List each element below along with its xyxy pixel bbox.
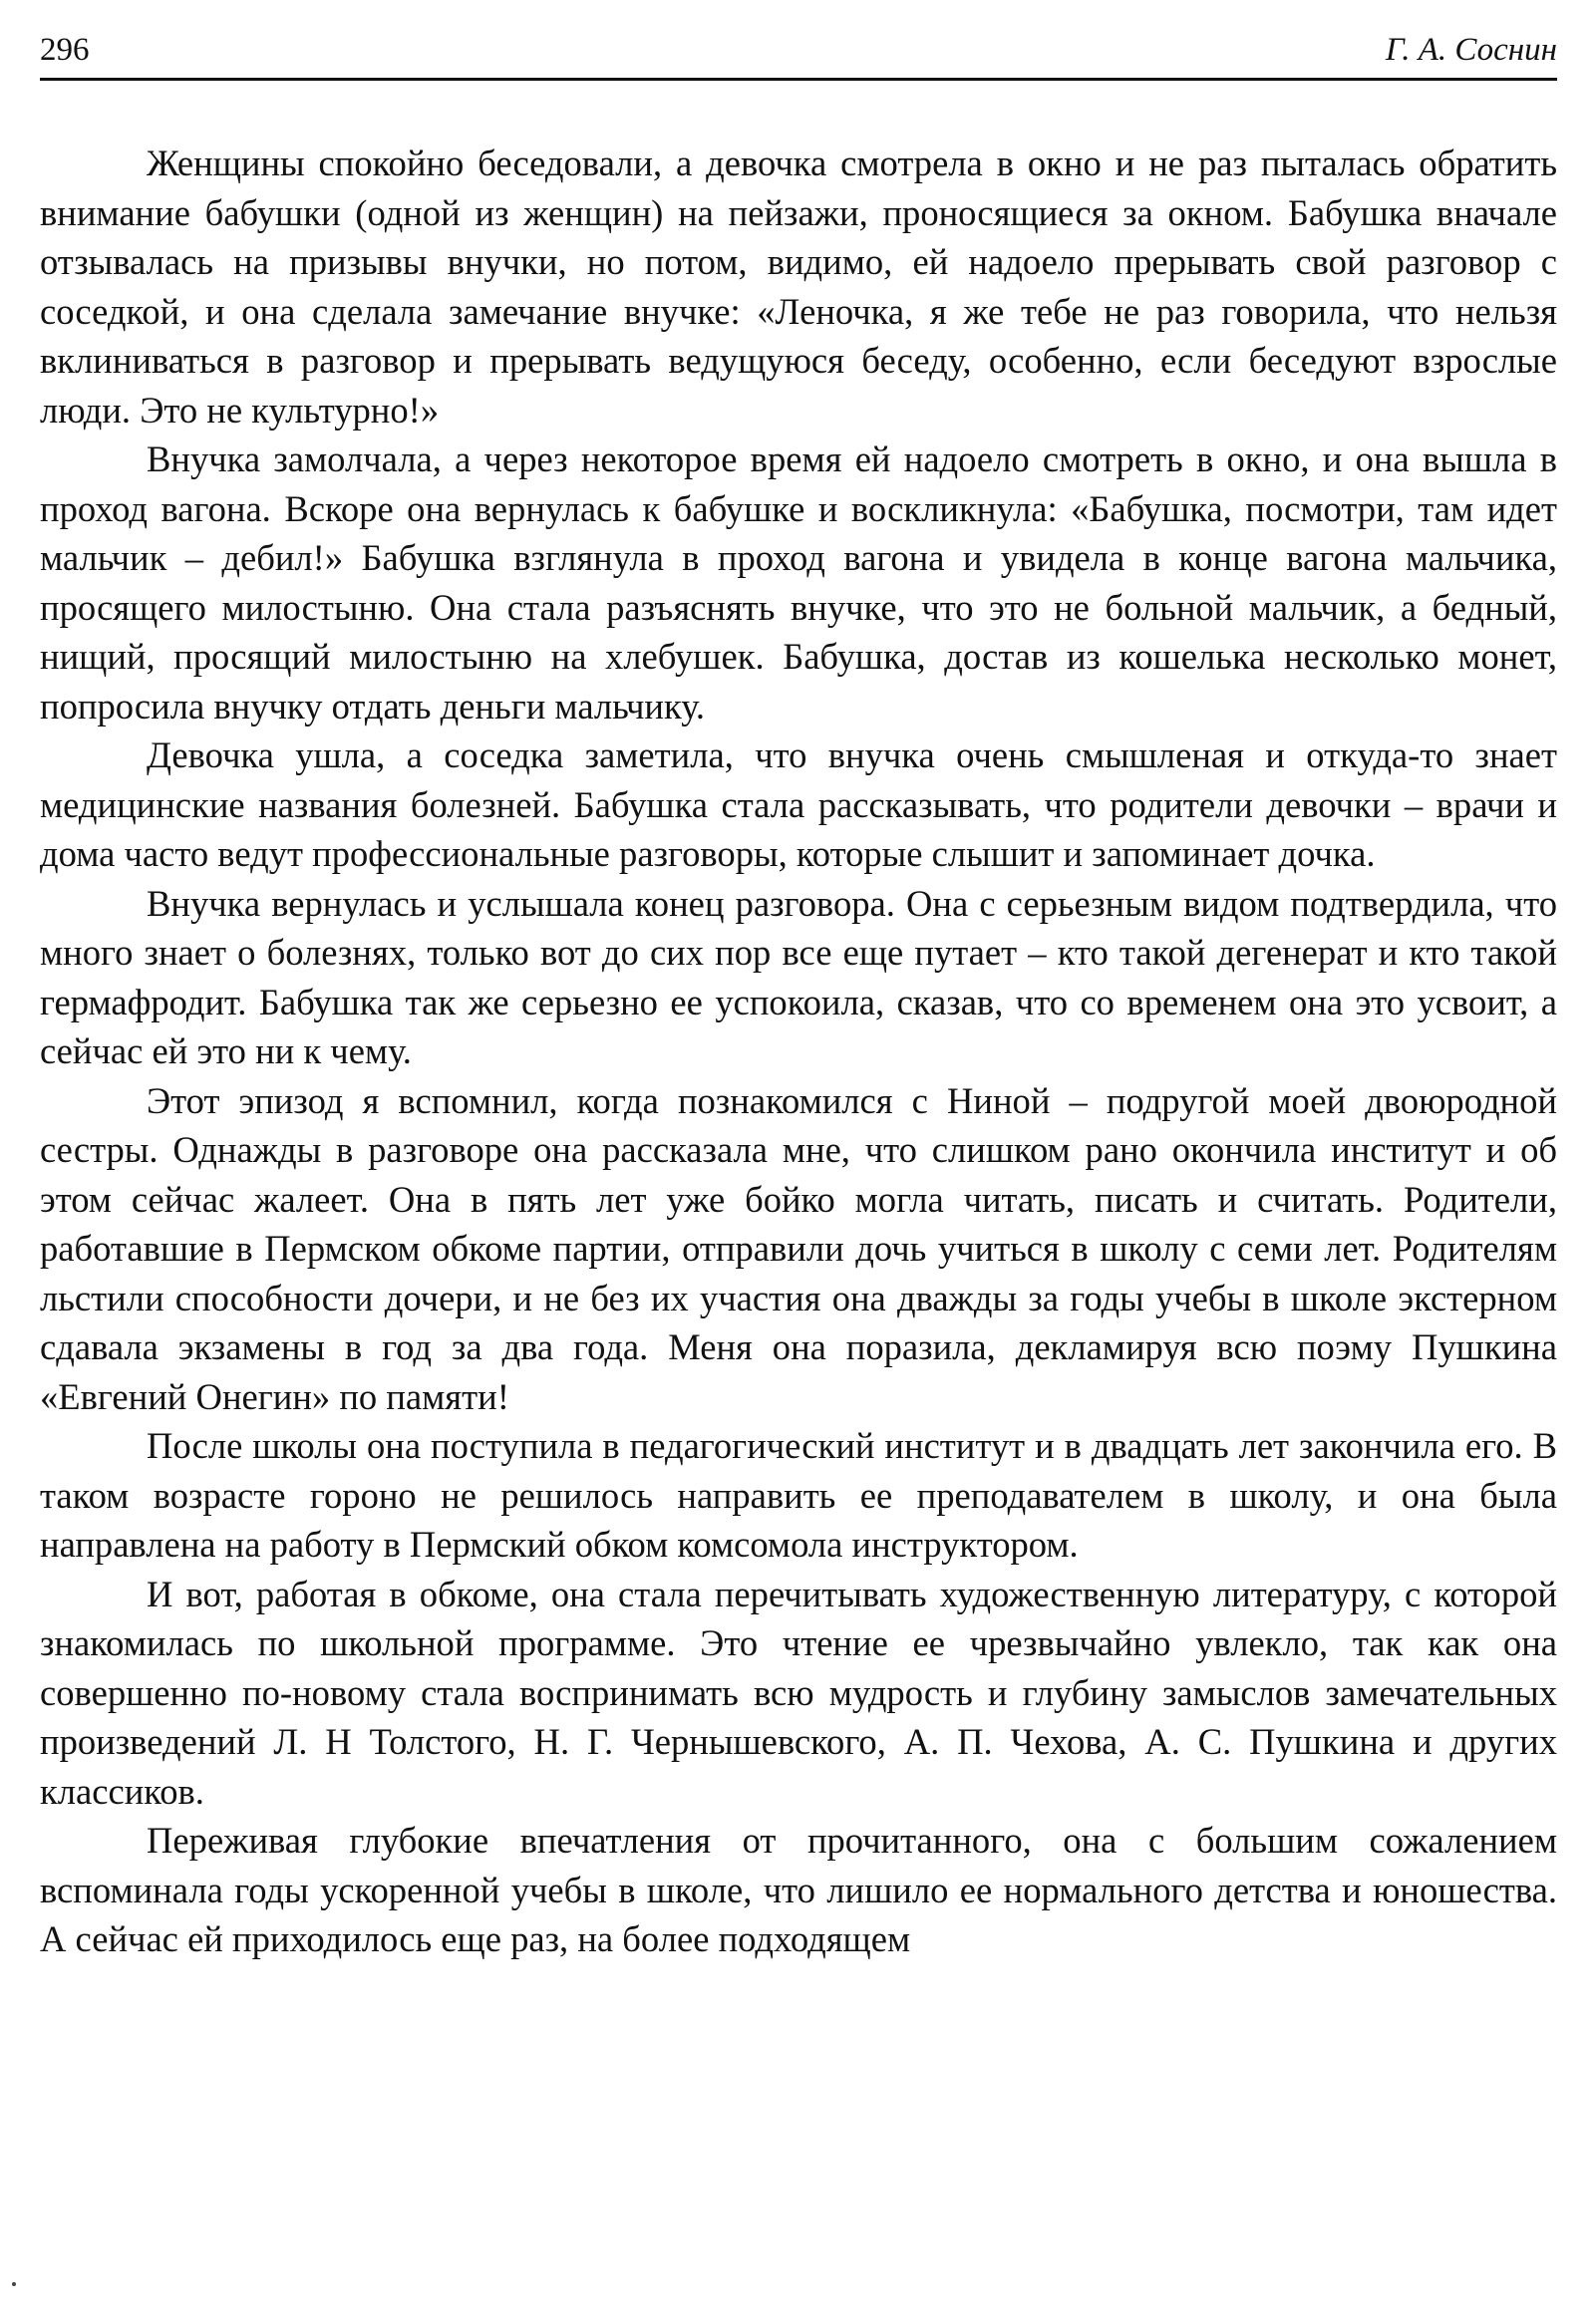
paragraph: Внучка вернулась и услышала конец разговора. Она с серьезным видом подтвердила, что много знает о болезнях, только вот до сих пор все еще путает – кто такой дегенерат и кто такой гермафродит. Бабушка так же серьезно ее успокоила, сказав, что со временем она это усвоит, а сейчас ей это ни к чему.	[40, 882, 1557, 1071]
book-page	[40, 28, 1557, 1964]
paragraph: Женщины спокойно беседовали, а девочка смотрела в окно и не раз пыталась обратить внимание бабушки (одной из женщин) на пейзажи, проносящиеся за окном. Бабушка вначале отзывалась на призывы внучки, но потом, видимо, ей надоело прерывать свой разговор с соседкой, и она сделала замечание внучке: «Леночка, я же тебе не раз говорила, что нельзя вклиниваться в разговор и прерывать ведущуюся беседу, особенно, если беседуют взрослые люди. Это не культурно!»	[40, 143, 1557, 431]
paragraph: Этот эпизод я вспомнил, когда познакомился с Ниной – подругой моей двоюродной сестры. Однажды в разговоре она рассказала мне, что слишком рано окончила институт и об этом сейчас жалеет. Она в пять лет уже бойко могла читать, писать и считать. Родители, работавшие в Пермском обкоме партии, отправили дочь учиться в школу с семи лет. Родителям льстили способности дочери, и не без их участия она дважды за годы учебы в школе экстерном сдавала экзамены в год за два года. Меня она поразила, декламируя всю поэму Пушкина «Евгений Онегин» по памяти!	[40, 1079, 1557, 1417]
paragraph: Внучка замолчала, а через некоторое время ей надоело смотреть в окно, и она вышла в проход вагона. Вскоре она вернулась к бабушке и воскликнула: «Бабушка, посмотри, там идет мальчик – дебил!» Бабушка взглянула в проход вагона и увидела в конце вагона мальчика, просящего милостыню. Она стала разъяснять внучке, что это не больной мальчик, а бедный, нищий, просящий милостыню на хлебушек. Бабушка, достав из кошелька несколько монет, попросила внучку отдать деньги мальчику.	[40, 438, 1557, 726]
paragraph: И вот, работая в обкоме, она стала перечитывать художественную литературу, с которой знакомилась по школьной программе. Это чтение ее чрезвычайно увлекло, так как она совершенно по-новому стала воспринимать всю мудрость и глубину замыслов замечательных произведений Л. Н Толстого, Н. Г. Чернышевского, А. П. Чехова, А. С. Пушкина и других классиков.	[40, 1573, 1557, 1812]
page-number: 296	[40, 32, 90, 68]
body-text	[40, 139, 1557, 1964]
running-header	[40, 28, 1557, 81]
running-header-author: Г. А. Соснин	[1385, 32, 1557, 68]
paragraph: Девочка ушла, а соседка заметила, что внучка очень смышленая и откуда-то знает медицинские названия болезней. Бабушка стала рассказывать, что родители девочки – врачи и дома часто ведут профессиональные разговоры, которые слышит и запоминает дочка.	[40, 734, 1557, 874]
scan-speck	[12, 2282, 16, 2286]
paragraph: После школы она поступила в педагогический институт и в двадцать лет закончила его. В таком возрасте гороно не решилось направить ее преподавателем в школу, и она была направлена на работу в Пермский обком комсомола инструктором.	[40, 1425, 1557, 1565]
paragraph: Переживая глубокие впечатления от прочитанного, она с большим сожалением вспоминала годы ускоренной учебы в школе, что лишило ее нормального детства и юношества. А сейчас ей приходилось еще раз, на более подходящем	[40, 1820, 1557, 1959]
